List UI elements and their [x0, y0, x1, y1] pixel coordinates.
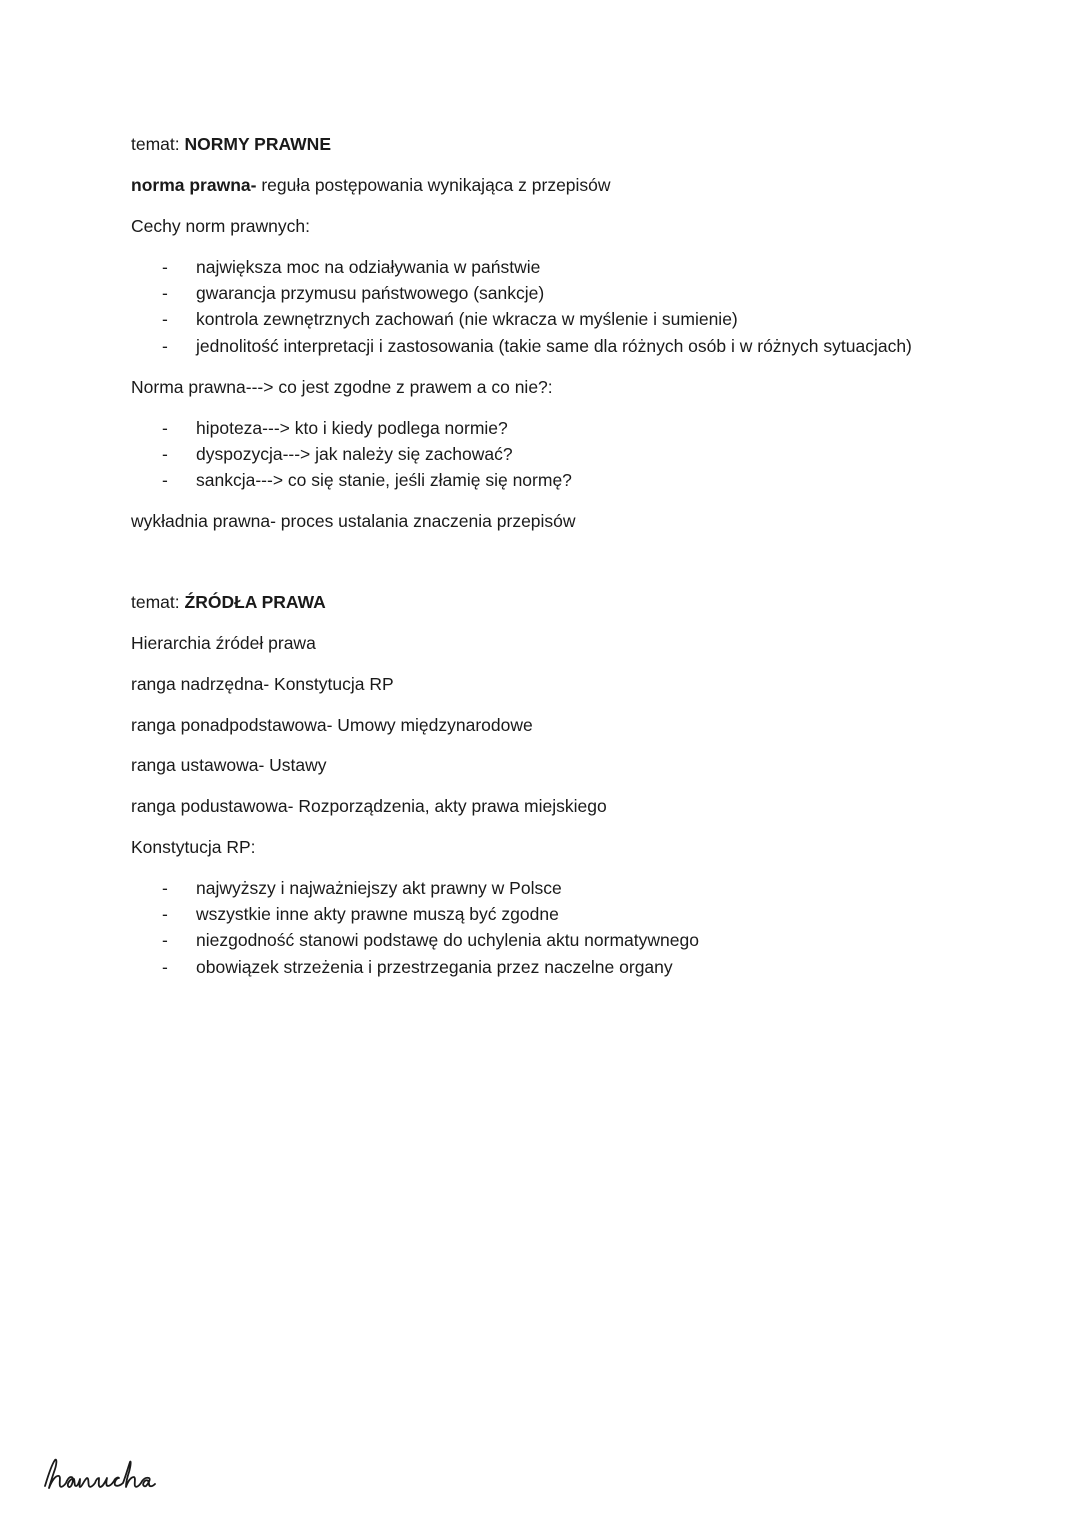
- bullet-dash: -: [162, 283, 168, 303]
- topic-prefix: temat:: [131, 134, 185, 154]
- signature-drawing: [42, 1456, 162, 1496]
- bullet-dash: -: [162, 470, 168, 490]
- list-item-text: najwyższy i najważniejszy akt prawny w Polsce: [196, 878, 562, 898]
- interpretation: wykładnia prawna- proces ustalania znaczenia przepisów: [131, 511, 576, 531]
- bullet-dash: -: [162, 904, 168, 924]
- section2-topic: [131, 591, 326, 613]
- topic-prefix: temat:: [131, 592, 185, 612]
- list-item-text: obowiązek strzeżenia i przestrzegania przez naczelne organy: [196, 957, 673, 977]
- bullet-dash: -: [162, 336, 168, 356]
- definition-term: norma prawna-: [131, 175, 257, 195]
- list-item-text: kontrola zewnętrznych zachowań (nie wkracza w myślenie i sumienie): [196, 309, 738, 329]
- rank-line: ranga nadrzędna- Konstytucja RP: [131, 674, 394, 694]
- list-item-text: gwarancja przymusu państwowego (sankcje): [196, 283, 545, 303]
- bullet-dash: -: [162, 257, 168, 277]
- topic-title: ŹRÓDŁA PRAWA: [184, 592, 326, 612]
- features-heading: Cechy norm prawnych:: [131, 216, 310, 236]
- constitution-heading: Konstytucja RP:: [131, 837, 256, 857]
- bullet-dash: -: [162, 878, 168, 898]
- list-item-text: wszystkie inne akty prawne muszą być zgodne: [196, 904, 559, 924]
- list-item-text: dyspozycja---> jak należy się zachować?: [196, 444, 513, 464]
- bullet-dash: -: [162, 957, 168, 977]
- definition-text: reguła postępowania wynikająca z przepisów: [256, 175, 611, 195]
- hierarchy-heading: Hierarchia źródeł prawa: [131, 633, 316, 653]
- rank-line: ranga podustawowa- Rozporządzenia, akty prawa miejskiego: [131, 796, 607, 816]
- definition: [131, 174, 611, 196]
- list-item-text: jednolitość interpretacji i zastosowania (takie same dla różnych osób i w różnych sytuacjach): [196, 336, 912, 356]
- signature-hanucha: [42, 1456, 162, 1496]
- list-item-text: hipoteza---> kto i kiedy podlega normie?: [196, 418, 508, 438]
- list-item-text: niezgodność stanowi podstawę do uchylenia aktu normatywnego: [196, 930, 699, 950]
- topic-title: NORMY PRAWNE: [184, 134, 331, 154]
- list-item-text: sankcja---> co się stanie, jeśli złamię się normę?: [196, 470, 572, 490]
- rank-line: ranga ustawowa- Ustawy: [131, 755, 327, 775]
- bullet-dash: -: [162, 309, 168, 329]
- bullet-dash: -: [162, 930, 168, 950]
- list-item-text: największa moc na odziaływania w państwie: [196, 257, 541, 277]
- bullet-dash: -: [162, 444, 168, 464]
- section1-topic: [131, 133, 331, 155]
- rank-line: ranga ponadpodstawowa- Umowy międzynarodowe: [131, 715, 533, 735]
- bullet-dash: -: [162, 418, 168, 438]
- norm-heading: Norma prawna---> co jest zgodne z prawem a co nie?:: [131, 377, 553, 397]
